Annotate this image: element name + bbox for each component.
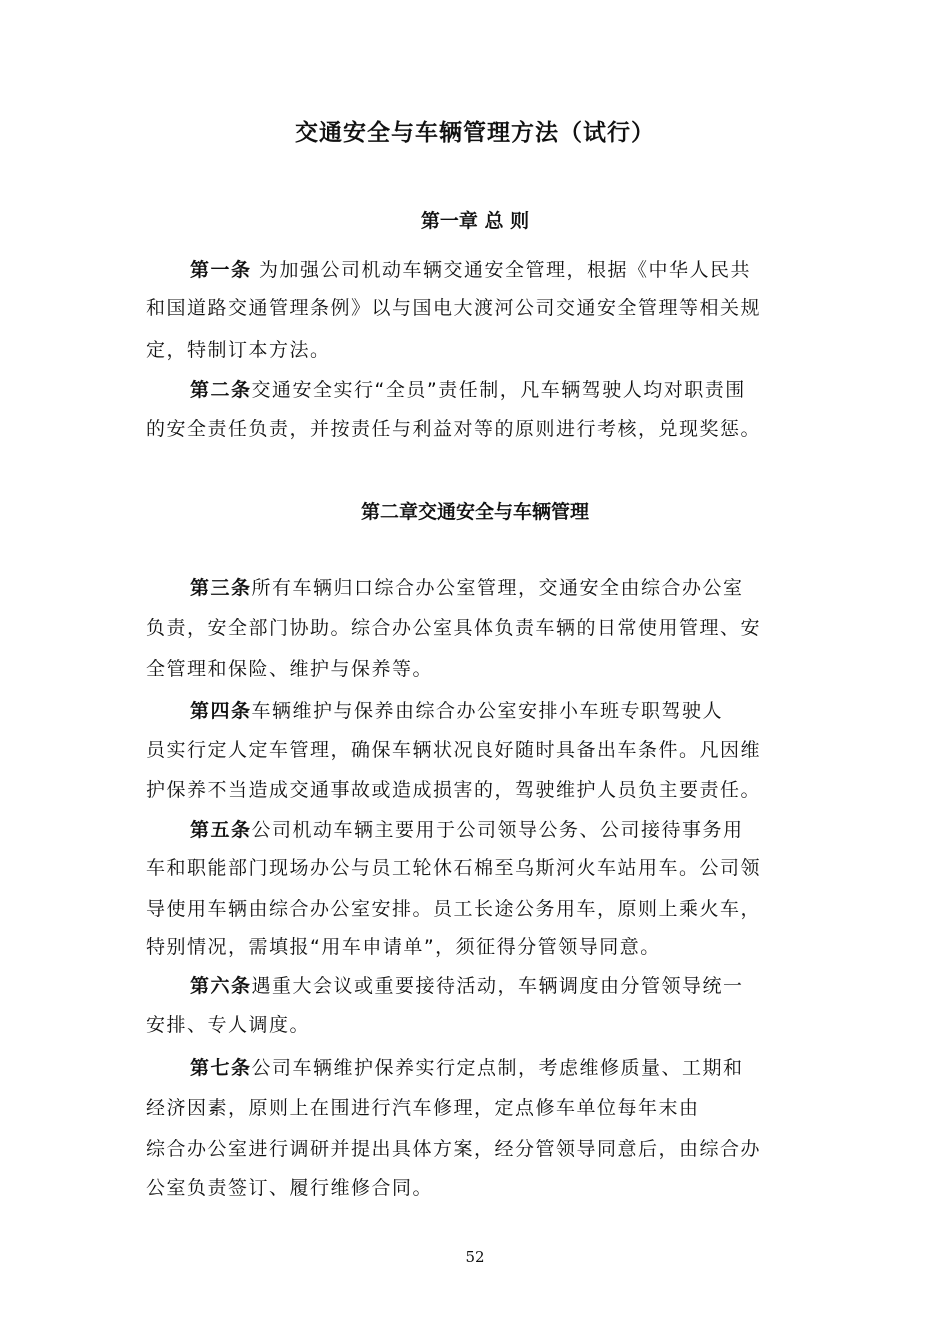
article-6-line-1 bbox=[190, 973, 870, 999]
article-4-label: 第四条 bbox=[190, 700, 252, 722]
article-5-line-2: 车和职能部门现场办公与员工轮休石棉至乌斯河火车站用车。公司领 bbox=[146, 857, 762, 879]
page-number: 52 bbox=[465, 1248, 485, 1266]
article-1-text: 为加强公司机动车辆交通安全管理，根据《中华人民共 bbox=[251, 259, 752, 281]
article-6-line-2: 安排、专人调度。 bbox=[146, 1014, 311, 1036]
article-1-line-3: 定，特制订本方法。 bbox=[146, 339, 331, 361]
document-title: 交通安全与车辆管理方法（试行） bbox=[295, 120, 655, 146]
article-2-line-2: 的安全责任负责，并按责任与利益对等的原则进行考核，兑现奖惩。 bbox=[146, 418, 762, 440]
article-5-line-1 bbox=[190, 817, 870, 843]
article-1-line-1 bbox=[190, 257, 870, 283]
article-4-line-3: 护保养不当造成交通事故或造成损害的，驾驶维护人员负主要责任。 bbox=[146, 779, 762, 801]
article-5-line-3: 导使用车辆由综合办公室安排。员工长途公务用车，原则上乘火车， bbox=[146, 898, 762, 920]
article-4-text: 车辆维护与保养由综合办公室安排小车班专职驾驶人 bbox=[251, 700, 724, 722]
article-6-label: 第六条 bbox=[190, 975, 252, 997]
article-1-line-2: 和国道路交通管理条例》以与国电大渡河公司交通安全管理等相关规 bbox=[146, 297, 762, 319]
chapter-2-heading: 第二章交通安全与车辆管理 bbox=[360, 501, 589, 523]
article-7-line-1 bbox=[190, 1055, 870, 1081]
article-5-label: 第五条 bbox=[190, 819, 252, 841]
article-7-line-4: 公室负责签订、履行维修合同。 bbox=[146, 1177, 434, 1199]
article-2-line-1 bbox=[190, 377, 870, 403]
article-7-line-2: 经济因素，原则上在围进行汽车修理，定点修车单位每年末由 bbox=[146, 1097, 700, 1119]
article-7-label: 第七条 bbox=[190, 1057, 252, 1079]
article-3-line-2: 负责，安全部门协助。综合办公室具体负责车辆的日常使用管理、安 bbox=[146, 617, 762, 639]
article-3-text: 所有车辆归口综合办公室管理，交通安全由综合办公室 bbox=[251, 577, 744, 599]
article-4-line-1 bbox=[190, 698, 870, 724]
chapter-1-heading: 第一章 总 则 bbox=[420, 210, 530, 232]
article-3-label: 第三条 bbox=[190, 577, 252, 599]
article-3-line-3: 全管理和保险、维护与保养等。 bbox=[146, 658, 434, 680]
article-7-text: 公司车辆维护保养实行定点制，考虑维修质量、工期和 bbox=[251, 1057, 744, 1079]
article-1-label: 第一条 bbox=[190, 259, 252, 281]
article-2-label: 第二条 bbox=[190, 379, 252, 401]
article-7-line-3: 综合办公室进行调研并提出具体方案，经分管领导同意后，由综合办 bbox=[146, 1138, 762, 1160]
article-5-text: 公司机动车辆主要用于公司领导公务、公司接待事务用 bbox=[251, 819, 744, 841]
article-5-line-4: 特别情况，需填报“用车申请单”，须征得分管领导同意。 bbox=[146, 936, 661, 958]
article-3-line-1 bbox=[190, 575, 870, 601]
article-6-text: 遇重大会议或重要接待活动，车辆调度由分管领导统一 bbox=[251, 975, 744, 997]
article-2-text: 交通安全实行“全员”责任制，凡车辆驾驶人均对职责围 bbox=[251, 379, 746, 401]
article-4-line-2: 员实行定人定车管理，确保车辆状况良好随时具备出车条件。凡因维 bbox=[146, 739, 762, 761]
